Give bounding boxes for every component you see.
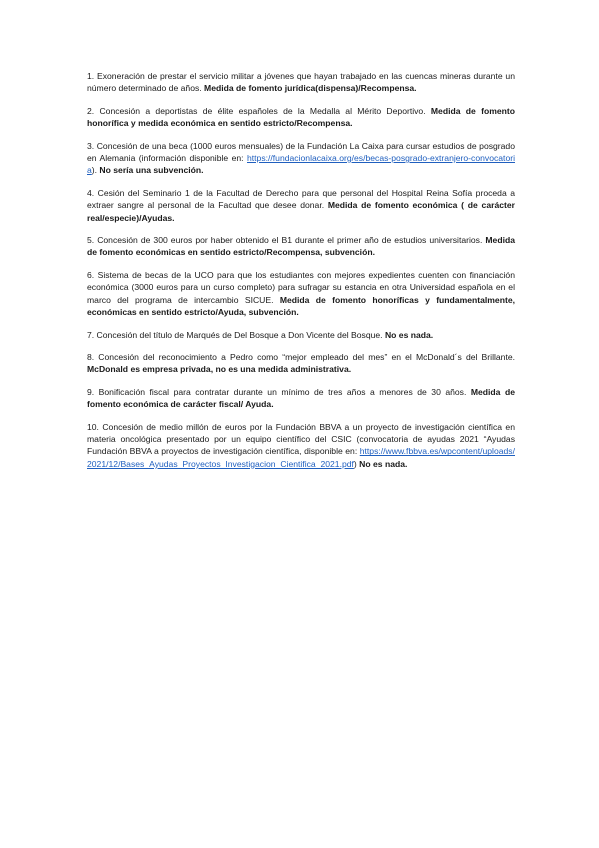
item-text: 4. Cesión del Seminario 1 de la Facultad de Derecho para que personal del Hospital Reina Sofía proceda a extraer sangre al personal de la Facultad que desee donar. bbox=[87, 187, 515, 211]
list-item-4 bbox=[87, 187, 515, 224]
list-item-8 bbox=[87, 351, 515, 376]
list-item-3 bbox=[87, 140, 515, 177]
item-verdict: No sería una subvención. bbox=[99, 165, 204, 176]
item-text-after: ). bbox=[91, 165, 100, 176]
item-text: 3. Concesión de una beca (1000 euros mensuales) de la Fundación La Caixa para cursar estudios de posgrado en Alemania (información disponible en: bbox=[87, 140, 515, 164]
list-item-10 bbox=[87, 421, 515, 471]
item-verdict: Medida de fomento económica de carácter fiscal/ Ayuda. bbox=[87, 386, 515, 410]
item-verdict: Medida de fomento jurídica(dispensa)/Recompensa. bbox=[204, 83, 417, 94]
item-verdict: Medida de fomento honoríficas y fundamentalmente, económicas en sentido estricto/Ayuda, subvención. bbox=[87, 294, 515, 318]
item-link[interactable]: https://www.fbbva.es/wpcontent/uploads/2021/12/Bases_Ayudas_Proyectos_Investigacion_Cientifica_2021.pdf bbox=[87, 446, 515, 469]
list-item-1 bbox=[87, 70, 515, 95]
item-text: 7. Concesión del título de Marqués de Del Bosque a Don Vicente del Bosque. bbox=[87, 329, 385, 340]
list-item-2 bbox=[87, 105, 515, 130]
item-text: 1. Exoneración de prestar el servicio militar a jóvenes que hayan trabajado en las cuencas mineras durante un número determinado de años. bbox=[87, 71, 515, 94]
item-verdict: No es nada. bbox=[359, 458, 408, 469]
item-text-after: ) bbox=[353, 458, 360, 469]
item-verdict: No es nada. bbox=[384, 329, 434, 340]
document-body bbox=[87, 70, 515, 480]
item-text: 6. Sistema de becas de la UCO para que los estudiantes con mejores expedientes cuenten con financiación económica (3000 euros para un curso completo) para sufragar su estancia en otra Universidad española en el marco del programa de intercambio SICUE. bbox=[87, 269, 515, 305]
item-text: 10. Concesión de medio millón de euros por la Fundación BBVA a un proyecto de investigación científica en materia oncológica presentado por un equipo científico del CSIC (convocatoria de ayudas 2021 “Ayudas Fundación BBVA a proyectos de investigación científica, disponible en: bbox=[87, 421, 515, 457]
item-text: 5. Concesión de 300 euros por haber obtenido el B1 durante el primer año de estudios universitarios. bbox=[87, 235, 486, 246]
item-text: 2. Concesión a deportistas de élite españoles de la Medalla al Mérito Deportivo. bbox=[87, 105, 431, 116]
list-item-5 bbox=[87, 234, 515, 259]
list-item-9 bbox=[87, 386, 515, 411]
list-item-7 bbox=[87, 329, 515, 341]
item-verdict: Medida de fomento honorífica y medida económica en sentido estricto/Recompensa. bbox=[87, 105, 515, 129]
item-verdict: McDonald es empresa privada, no es una medida administrativa. bbox=[87, 364, 352, 375]
item-link[interactable]: https://fundacionlacaixa.org/es/becas-posgrado-extranjero-convocatoria bbox=[87, 153, 515, 176]
list-item-6 bbox=[87, 269, 515, 319]
item-text: 8. Concesión del reconocimiento a Pedro como “mejor empleado del mes” en el McDonald´s del Brillante. bbox=[87, 351, 515, 362]
item-text: 9. Bonificación fiscal para contratar durante un mínimo de tres años a menores de 30 años. bbox=[87, 386, 471, 397]
item-verdict: Medida de fomento económica ( de carácter real/especie)/Ayudas. bbox=[87, 200, 515, 223]
item-verdict: Medida de fomento económicas en sentido estricto/Recompensa, subvención. bbox=[87, 235, 515, 258]
